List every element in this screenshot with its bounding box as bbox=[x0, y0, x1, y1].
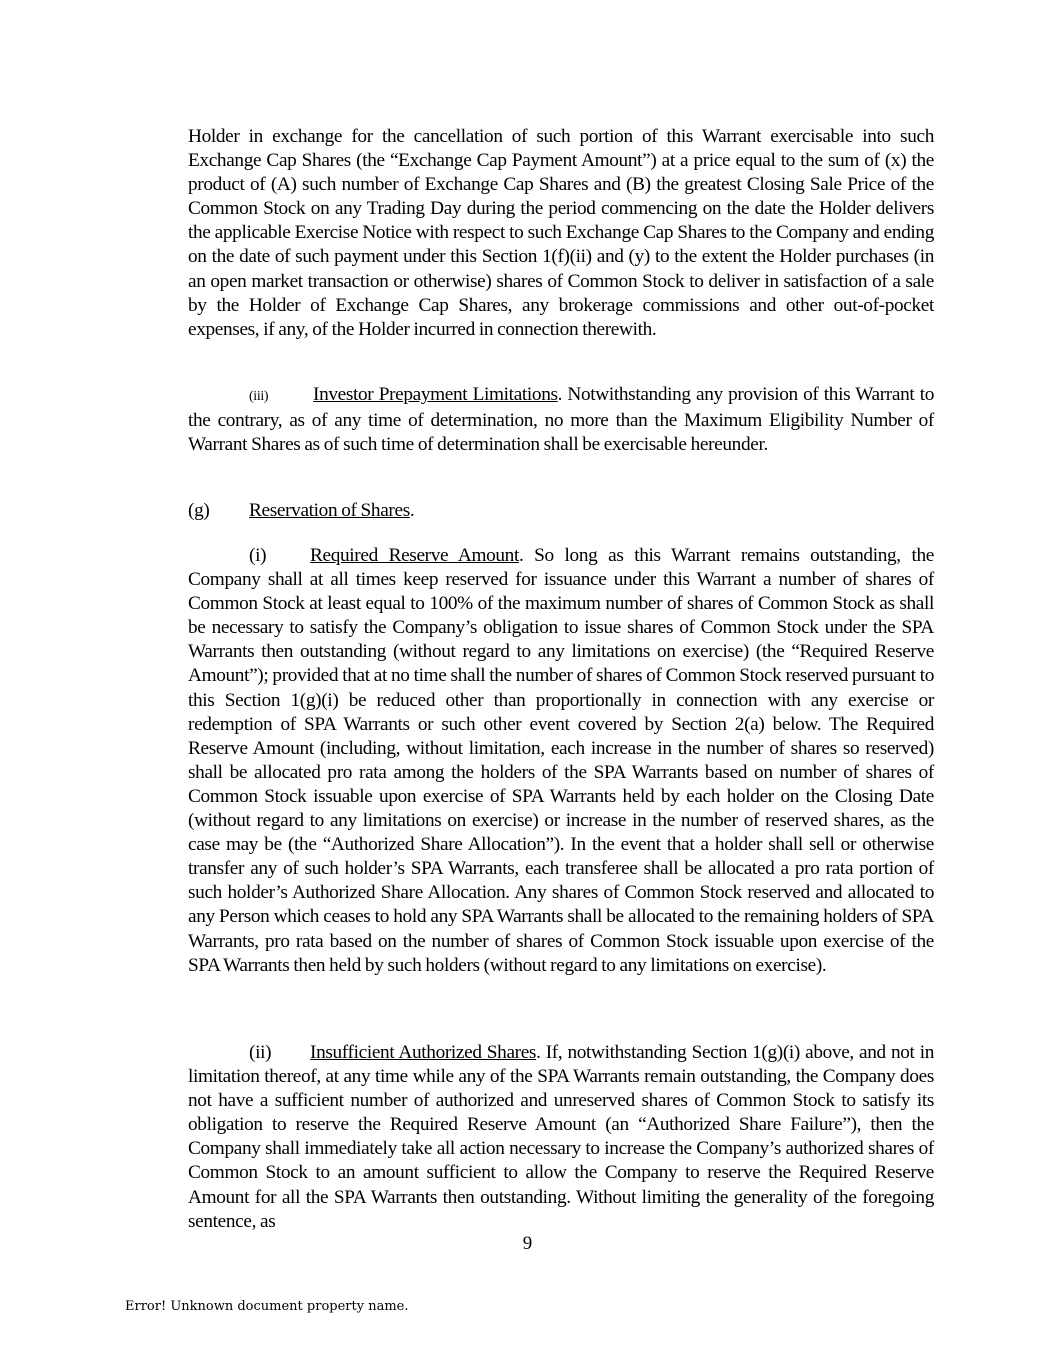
section-number: (ii) bbox=[249, 1042, 272, 1063]
section-heading: Investor Prepayment Limitations bbox=[313, 384, 558, 405]
paragraph-text: . bbox=[409, 500, 415, 521]
paragraph-exchange-cap-payment bbox=[188, 125, 934, 342]
paragraph-reservation-of-shares bbox=[188, 499, 934, 523]
section-number: (i) bbox=[249, 545, 267, 566]
section-heading: Insufficient Authorized Shares bbox=[310, 1042, 537, 1063]
page-number: 9 bbox=[522, 1233, 533, 1254]
section-heading: Reservation of Shares bbox=[249, 500, 410, 521]
paragraph-investor-prepayment-limitations bbox=[188, 383, 934, 457]
paragraph-required-reserve-amount bbox=[188, 544, 934, 978]
paragraph-text: . If, notwithstanding Section 1(g)(i) above, and not in limitation thereof, at any time while any of the SPA Warrants remain outstanding, the Company does not have a sufficient number of authorized and unreserved shares of Common Stock to satisfy its obligation to reserve the Required Reserve Amount (an “Authorized Share Failure”), then the Company shall immediately take all action necessary to increase the Company’s authorized shares of Common Stock to an amount sufficient to allow the Company to reserve the Required Reserve Amount for all the SPA Warrants then outstanding. Without limiting the generality of the foregoing sentence, as bbox=[188, 1042, 934, 1232]
paragraph-text: . Notwithstanding any provision of this Warrant to the contrary, as of any time of determination, no more than the Maximum Eligibility Number of Warrant Shares as of such time of determination shall be exercisable hereunder. bbox=[188, 384, 934, 456]
section-heading: Required Reserve Amount bbox=[310, 545, 519, 566]
paragraph-text: Holder in exchange for the cancellation of such portion of this Warrant exercisable into such Exchange Cap Shares (the “Exchange Cap Payment Amount”) at a price equal to the sum of (x) the product of (A) such number of Exchange Cap Shares and (B) the greatest Closing Sale Price of the Common Stock on any Trading Day during the period commencing on the date the Holder delivers the applicable Exercise Notice with respect to such Exchange Cap Shares to the Company and ending on the date of such payment under this Section 1(f)(ii) and (y) to the extent the Holder purchases (in an open market transaction or otherwise) shares of Common Stock to deliver in satisfaction of a sale by the Holder of Exchange Cap Shares, any brokerage commissions and other out-of-pocket expenses, if any, of the Holder incurred in connection therewith. bbox=[188, 126, 934, 340]
paragraph-insufficient-authorized-shares bbox=[188, 1041, 934, 1234]
footer-text: Error! Unknown document property name. bbox=[125, 1299, 409, 1314]
paragraph-text: . So long as this Warrant remains outstanding, the Company shall at all times keep reserved for issuance under this Warrant a number of shares of Common Stock at least equal to 100% of the maximum number of shares of Common Stock as shall be necessary to satisfy the Company’s obligation to issue shares of Common Stock under the SPA Warrants then outstanding (without regard to any limitations on exercise) (the “Required Reserve Amount”); provided that at no time shall the number of shares of Common Stock reserved pursuant to this Section 1(g)(i) be reduced other than proportionally in connection with any exercise or redemption of SPA Warrants or such other event covered by Section 2(a) below. The Required Reserve Amount (including, without limitation, each increase in the number of shares so reserved) shall be allocated pro rata among the holders of the SPA Warrants based on number of shares of Common Stock issuable upon exercise of SPA Warrants held by each holder on the Closing Date (without regard to any limitations on exercise) or increase in the number of reserved shares, as the case may be (the “Authorized Share Allocation”). In the event that a holder shall sell or otherwise transfer any of such holder’s SPA Warrants, each transferee shall be allocated a pro rata portion of such holder’s Authorized Share Allocation. Any shares of Common Stock reserved and allocated to any Person which ceases to hold any SPA Warrants shall be allocated to the remaining holders of SPA Warrants, pro rata based on the number of shares of Common Stock issuable upon exercise of the SPA Warrants then held by such holders (without regard to any limitations on exercise). bbox=[188, 545, 934, 976]
section-number: (g) bbox=[188, 500, 210, 521]
section-number: (iii) bbox=[249, 389, 269, 404]
